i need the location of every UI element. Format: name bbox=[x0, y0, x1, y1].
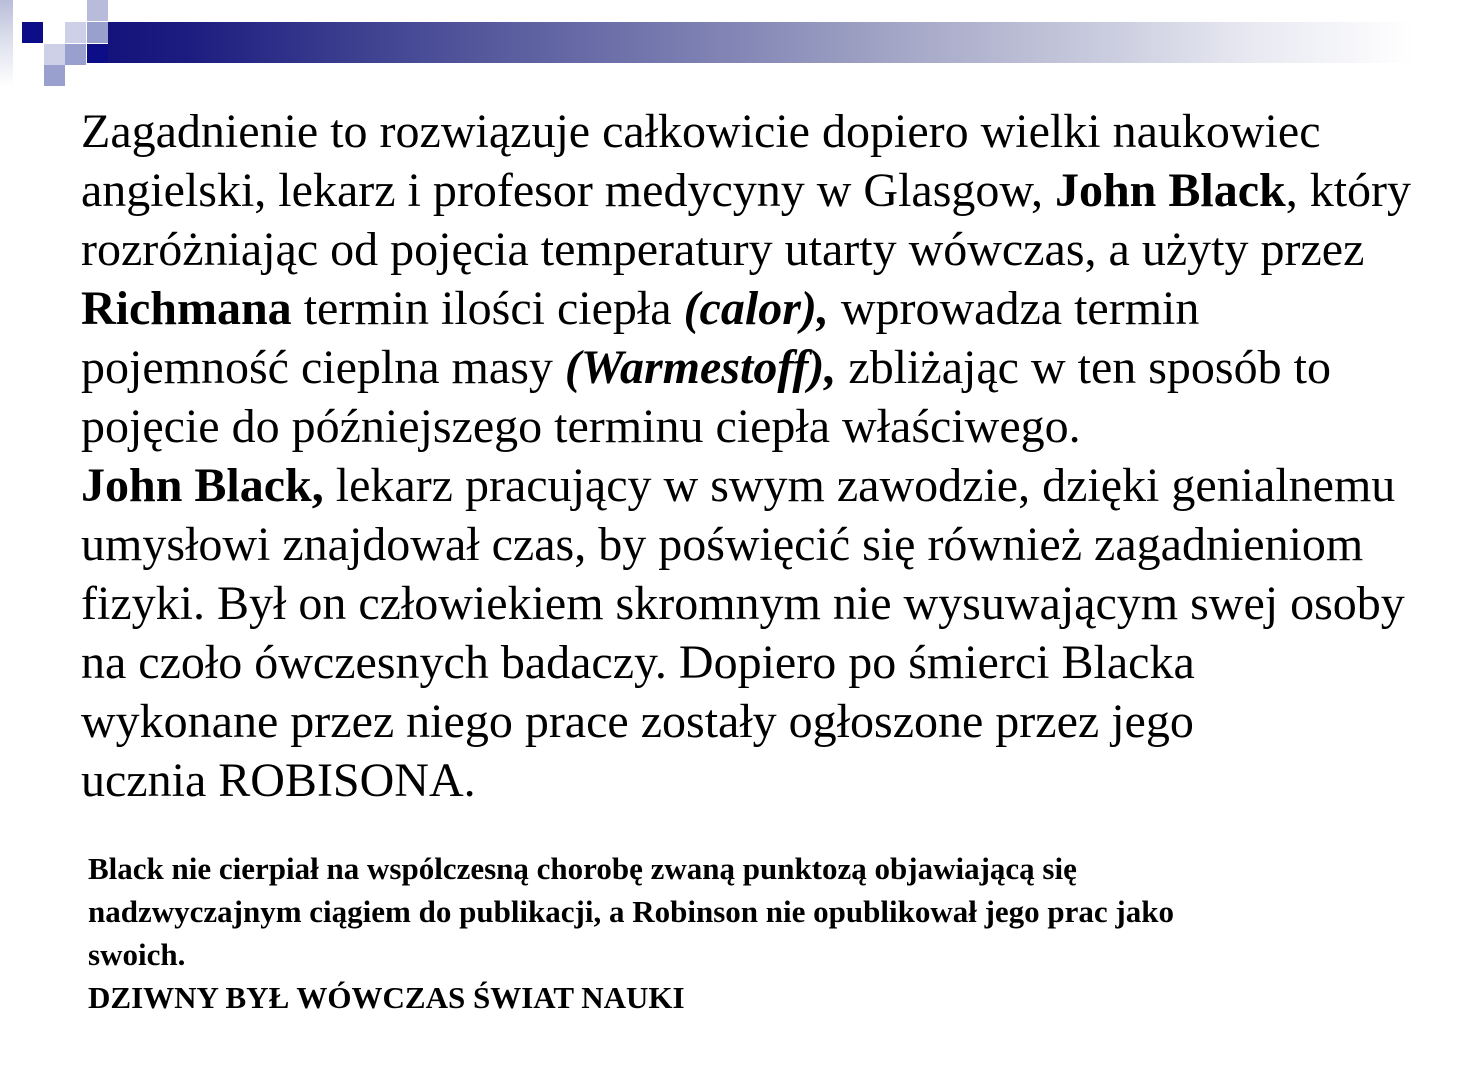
paragraph-line: Richmana termin ilości ciepła (calor), wprowadza termin bbox=[81, 282, 1200, 335]
paragraph-line: Zagadnienie to rozwiązuje całkowicie dopiero wielki naukowiec bbox=[81, 105, 1321, 158]
main-paragraph bbox=[81, 102, 1411, 810]
corner-gradient-strip bbox=[0, 0, 13, 87]
paragraph-line: ucznia ROBISONA. bbox=[81, 754, 476, 807]
paragraph-line: na czoło ówczesnych badaczy. Dopiero po śmierci Blacka bbox=[81, 636, 1195, 689]
paragraph-line: umysłowi znajdował czas, by poświęcić się również zagadnieniom bbox=[81, 518, 1364, 571]
paragraph-line: fizyki. Był on człowiekiem skromnym nie wysuwającym swej osoby bbox=[81, 577, 1405, 630]
note-line: DZIWNY BYŁ WÓWCZAS ŚWIAT NAUKI bbox=[88, 980, 685, 1015]
decor-square bbox=[44, 65, 65, 86]
paragraph-line: rozróżniając od pojęcia temperatury utarty wówczas, a użyty przez bbox=[81, 223, 1365, 276]
header-gradient-bar bbox=[108, 22, 1414, 63]
paragraph-line: wykonane przez niego prace zostały ogłoszone przez jego bbox=[81, 695, 1194, 748]
decor-square bbox=[44, 44, 65, 65]
decor-square bbox=[65, 44, 86, 65]
decor-square bbox=[87, 44, 108, 63]
decor-square bbox=[65, 22, 86, 43]
paragraph-line: angielski, lekarz i profesor medycyny w Glasgow, John Black, który bbox=[81, 164, 1412, 217]
note-line: swoich. bbox=[88, 937, 186, 972]
decor-square bbox=[87, 22, 108, 43]
decor-square bbox=[87, 0, 108, 21]
paragraph-line: pojemność cieplna masy (Warmestoff), zbliżając w ten sposób to bbox=[81, 341, 1331, 394]
note-line: nadzwyczajnym ciągiem do publikacji, a Robinson nie opublikował jego prac jako bbox=[88, 894, 1174, 929]
note-paragraph bbox=[88, 847, 1174, 1019]
paragraph-line: pojęcie do późniejszego terminu ciepła właściwego. bbox=[81, 400, 1081, 453]
decor-square bbox=[22, 22, 43, 43]
note-line: Black nie cierpiał na wspólczesną chorobę zwaną punktozą objawiającą się bbox=[88, 851, 1077, 886]
paragraph-line: John Black, lekarz pracujący w swym zawodzie, dzięki genialnemu bbox=[81, 459, 1396, 512]
